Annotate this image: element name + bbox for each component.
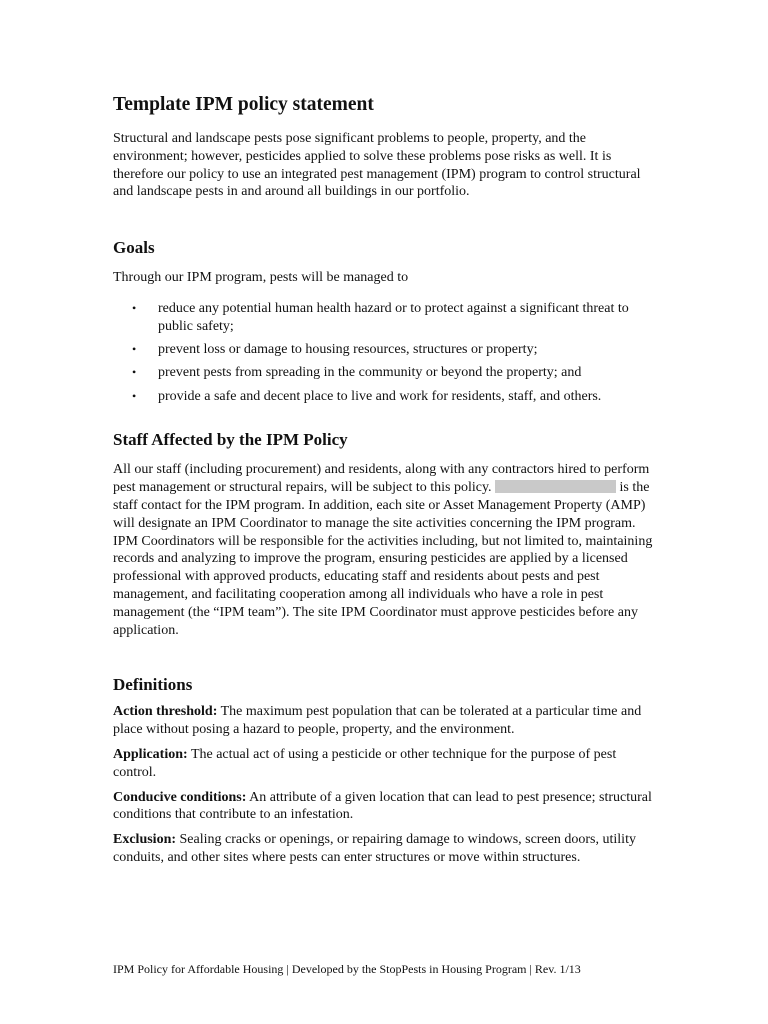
- goals-list: [113, 300, 661, 405]
- staff-contact-blank: [495, 480, 616, 493]
- definition-item: [113, 703, 661, 739]
- definition-text: The actual act of using a pesticide or other technique for the purpose of pest control.: [113, 747, 617, 780]
- definition-text: An attribute of a given location that can lead to pest presence; structural conditions that contribute to an infestation.: [113, 789, 652, 823]
- goal-item: • provide a safe and decent place to live and work for residents, staff, and others.: [132, 388, 602, 404]
- document-page: [113, 92, 661, 867]
- goals-lead: Through our IPM program, pests will be managed to: [113, 270, 409, 286]
- document-title: Template IPM policy statement: [113, 94, 374, 115]
- definition-text: Sealing cracks or openings, or repairing damage to windows, screen doors, utility conduits, and other sites where pests can enter structures or move within structures.: [113, 832, 636, 866]
- bullet-icon: •: [132, 300, 137, 315]
- definition-item: [113, 746, 661, 782]
- definition-text: The maximum pest population that can be tolerated at a particular time and place without posing a hazard to people, property, and the environment.: [113, 704, 642, 738]
- bullet-icon: •: [132, 342, 137, 357]
- definition-item: [113, 831, 661, 867]
- bullet-icon: •: [132, 388, 137, 403]
- definition-term: Application:: [113, 747, 188, 763]
- bullet-icon: •: [132, 365, 137, 380]
- goals-heading: Goals: [113, 238, 155, 258]
- staff-heading: Staff Affected by the IPM Policy: [113, 430, 348, 450]
- definition-item: [113, 789, 661, 825]
- definition-term: Conducive conditions:: [113, 789, 247, 805]
- definitions-heading: Definitions: [113, 675, 193, 695]
- staff-paragraph: All our staff (including procurement) and residents, along with any contractors hired to perform pest management or structural repairs, will be subject to this policy. is the staff contact for the IPM program. In addition, each site or Asset Management Property (AMP) will designate an IPM Coordinator to manage the site activities concerning the IPM program. IPM Coordinators will be responsible for the activities including, but not limited to, maintaining records and analyzing to improve the program, ensuring pesticides are applied by a licensed professional with approved products, educating staff and residents about pests and pest management, and facilitating cooperation among all individuals who have a role in pest management (the “IPM team”). The site IPM Coordinator must approve pesticides before any application.: [113, 462, 653, 638]
- page-footer: IPM Policy for Affordable Housing | Developed by the StopPests in Housing Program | Rev. 1/13: [113, 962, 581, 976]
- intro-paragraph: Structural and landscape pests pose significant problems to people, property, and the environment; however, pesticides applied to solve these problems pose risks as well. It is therefore our policy to use an integrated pest management (IPM) program to control structural and landscape pests in and around all buildings in our portfolio.: [113, 131, 641, 200]
- goal-item: • reduce any potential human health hazard or to protect against a significant threat to public safety;: [132, 300, 629, 334]
- definition-term: Action threshold:: [113, 704, 218, 720]
- goal-item: • prevent pests from spreading in the community or beyond the property; and: [132, 365, 582, 381]
- goal-item: • prevent loss or damage to housing resources, structures or property;: [132, 342, 538, 358]
- definition-term: Exclusion:: [113, 832, 177, 848]
